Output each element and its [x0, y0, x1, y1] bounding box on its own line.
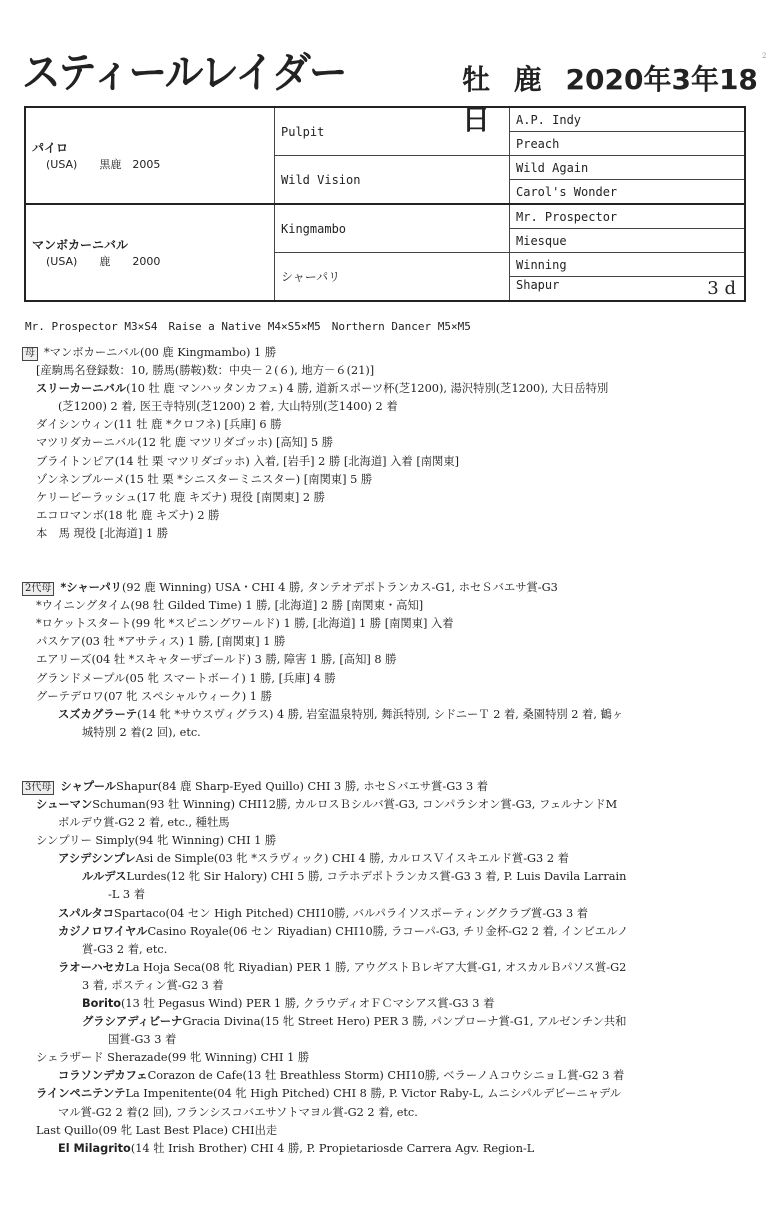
record-text: (14 牝 *サウスヴィグラス) 4 勝, 岩室温泉特別, 舞浜特別, シドニーＴ 2 着, 桑園特別 2 着, 鶴ヶ [137, 707, 624, 721]
record-line [22, 398, 762, 416]
dam-name: マンボカーニバル [32, 238, 129, 252]
horse-name-bold: スズカグラーテ [58, 707, 138, 721]
record-line [22, 850, 762, 868]
record-line [22, 706, 762, 724]
record-line [22, 416, 762, 434]
sire-cell [25, 107, 275, 204]
gs-5: Mr. Prospector [510, 204, 746, 229]
record-line [22, 814, 762, 832]
record-text: グーテデロワ(07 牝 スペシャルウィーク) 1 勝 [36, 689, 272, 703]
record-line [22, 1085, 762, 1103]
horse-name-bold: カジノロワイヤル [58, 924, 148, 938]
record-line [22, 1140, 762, 1158]
record-line [22, 633, 762, 651]
record-text: 本 馬 現役 [北海道] 1 勝 [36, 526, 169, 540]
record-line [22, 434, 762, 452]
record-text: Shapur(84 鹿 Sharp-Eyed Quillo) CHI 3 勝, ホセＳバエサ賞-G3 3 着 [116, 779, 489, 793]
record-text: ボルデウ賞-G2 2 着, etc., 種牡馬 [58, 816, 230, 830]
family-record [22, 344, 762, 1158]
section-gap [22, 760, 762, 778]
inbreeding-line: Mr. Prospector M3×S4 Raise a Native M4×S5×M5 Northern Dancer M5×M5 [25, 320, 471, 333]
record-line [22, 489, 762, 507]
record-line [22, 886, 762, 904]
corner-mark: 2 [762, 52, 767, 60]
record-text: ゾンネンブルーメ(15 牡 栗 *シニスターミニスター) [南関東] 5 勝 [36, 472, 373, 486]
record-text: La Impenitente(04 牝 High Pitched) CHI 8 勝, P. Victor Raby-L, ムニシパルデビーニャデル [125, 1087, 622, 1101]
horse-name-bold: El Milagrito [58, 1141, 131, 1155]
horse-name: スティールレイダー [22, 48, 346, 97]
record-text: ブライトンピア(14 牡 栗 マツリダゴッホ) 入着, [岩手] 2 勝 [北海道] 入着 [南関東] [36, 454, 460, 468]
dam-sire: Kingmambo [275, 204, 510, 253]
record-text: 国賞-G3 3 着 [108, 1033, 177, 1047]
record-line [22, 905, 762, 923]
record-text: *ロケットスタート(99 牝 *スピニングワールド) 1 勝, [北海道] 1 勝 [南関東] 入着 [36, 617, 454, 631]
gs-8-name: Shapur [516, 278, 560, 292]
record-line [22, 579, 762, 597]
record-line [22, 778, 762, 796]
gs-4: Carol's Wonder [510, 180, 746, 205]
record-text: Lurdes(12 牝 Sir Halory) CHI 5 勝, コテホデポトランカス賞-G3 3 着, P. Luis Davila Larrain [126, 870, 627, 884]
sire-name: パイロ [32, 141, 69, 155]
record-text: エコロマンボ(18 牝 鹿 キズナ) 2 勝 [36, 508, 220, 522]
record-line [22, 995, 762, 1013]
record-text: *マンボカーニバル(00 鹿 Kingmambo) 1 勝 [44, 346, 277, 359]
horse-name-bold: スパルタコ [58, 906, 115, 920]
record-text: 城特別 2 着(2 回), etc. [82, 725, 201, 739]
record-text: (芝1200) 2 着, 医王寺特別(芝1200) 2 着, 大山特別(芝1400) 2 着 [58, 400, 398, 414]
record-text: (13 牡 Pegasus Wind) PER 1 勝, クラウディオＦＣマシアス賞-G3 3 着 [120, 997, 495, 1010]
record-line [22, 796, 762, 814]
record-text: (10 牡 鹿 マンハッタンカフェ) 4 勝, 道新スポーツ杯(芝1200), 湯沢特別(芝1200), 大日岳特別 [126, 382, 609, 396]
horse-name-bold: シャプール [60, 779, 117, 793]
record-text: ダイシンウィン(11 牡 鹿 *クロフネ) [兵庫] 6 勝 [36, 418, 282, 432]
record-text: Corazon de Cafe(13 牡 Breathless Storm) CHI10勝, ベラーノＡコウシニョＬ賞-G2 3 着 [147, 1069, 625, 1083]
record-line [22, 525, 762, 543]
birth-date: 2020年3年18日 [462, 63, 758, 136]
sire-dam: Wild Vision [275, 156, 510, 205]
generation-tag: 3代母 [22, 781, 54, 795]
record-text: 3 着, ポスティン賞-G2 3 着 [82, 978, 224, 992]
record-text: マツリダカーニバル(12 牝 鹿 マツリダゴッホ) [高知] 5 勝 [36, 436, 334, 450]
record-line [22, 651, 762, 669]
horse-name-bold: グラシアディビーナ [82, 1015, 183, 1029]
record-line [22, 1122, 762, 1140]
record-text: -L 3 着 [108, 888, 145, 902]
gs-2: Preach [510, 132, 746, 156]
gs-1: A.P. Indy [510, 107, 746, 132]
record-text: シェラザード Sherazade(99 牝 Winning) CHI 1 勝 [36, 1051, 310, 1065]
generation-tag: 2代母 [22, 582, 54, 596]
sex: 牡 [462, 63, 491, 96]
record-line [22, 923, 762, 941]
horse-name-bold: シューマン [36, 797, 93, 811]
section-gap [22, 742, 762, 760]
record-line [22, 832, 762, 850]
record-line [22, 977, 762, 995]
section-gap [22, 543, 762, 561]
record-line [22, 941, 762, 959]
record-text: Last Quillo(09 牝 Last Best Place) CHI出走 [36, 1123, 278, 1137]
horse-name-bold: ラインペニテンテ [36, 1087, 126, 1101]
horse-name-bold: ラオーハセカ [58, 960, 126, 974]
horse-name-bold: ルルデス [82, 870, 127, 884]
dam-dam: シャーパリ [275, 253, 510, 302]
record-text: Gracia Divina(15 牝 Street Hero) PER 3 勝, パンプローナ賞-G1, アルゼンチン共和 [182, 1015, 627, 1029]
section-gap [22, 561, 762, 579]
record-line [22, 670, 762, 688]
gs-6: Miesque [510, 229, 746, 253]
record-text: Spartaco(04 セン High Pitched) CHI10勝, バルパライソスポーティングクラブ賞-G3 3 着 [114, 906, 589, 920]
record-line [22, 615, 762, 633]
record-text: マル賞-G2 2 着(2 回), フランシスコバエサソトマヨル賞-G2 2 着, etc. [58, 1105, 418, 1119]
record-line [22, 1049, 762, 1067]
record-line [22, 1013, 762, 1031]
record-line [22, 362, 762, 380]
record-text: ケリービーラッシュ(17 牝 鹿 キズナ) 現役 [南関東] 2 勝 [36, 490, 325, 504]
record-line [22, 597, 762, 615]
record-line [22, 1067, 762, 1085]
record-text: (14 牡 Irish Brother) CHI 4 勝, P. Propietariosde Carrera Agv. Region-L [130, 1141, 535, 1155]
horse-name-bold: コラソンデカフェ [58, 1069, 148, 1083]
record-line [22, 344, 762, 362]
horse-name-bold: スリーカーニバル [36, 382, 127, 396]
record-line [22, 1104, 762, 1122]
dam-info: (USA) 鹿 2000 [46, 255, 161, 268]
record-line [22, 380, 762, 398]
record-line [22, 507, 762, 525]
generation-tag: 母 [22, 347, 38, 361]
record-text: Casino Royale(06 セン Riyadian) CHI10勝, ラコーパ-G3, チリ金杯-G2 2 着, インビエルノ [147, 924, 629, 938]
horse-name-bold: アシデシンプレ [58, 852, 136, 866]
record-line [22, 724, 762, 742]
record-line [22, 1031, 762, 1049]
record-text: La Hoja Seca(08 牝 Riyadian) PER 1 勝, アウグストＢレギア大賞-G1, オスカルＢパソス賞-G2 [125, 960, 627, 974]
coat-color: 鹿 [513, 63, 542, 96]
gs-3: Wild Again [510, 156, 746, 180]
record-line [22, 868, 762, 886]
dam-cell [25, 204, 275, 301]
record-line [22, 471, 762, 489]
horse-name-bold: *シャーパリ [60, 581, 122, 595]
sire-info: (USA) 黒鹿 2005 [46, 158, 161, 171]
record-text: (92 鹿 Winning) USA・CHI 4 勝, タンテオデポトランカス-G1, ホセＳバエサ賞-G3 [121, 581, 558, 595]
sire-sire: Pulpit [275, 107, 510, 156]
record-text: パスケア(03 牡 *アサティス) 1 勝, [南関東] 1 勝 [36, 635, 286, 649]
gs-8 [510, 277, 746, 302]
record-line [22, 959, 762, 977]
record-text: Schuman(93 牡 Winning) CHI12勝, カルロスＢシルバ賞-G3, コンパラシオン賞-G3, フェルナンドM [92, 797, 618, 811]
record-line [22, 688, 762, 706]
record-line [22, 453, 762, 471]
family-number: 3 d [707, 278, 736, 299]
record-text: エアリーズ(04 牡 *スキャターザゴールド) 3 勝, 障害 1 勝, [高知] 8 勝 [36, 653, 397, 667]
record-text: シンプリー Simply(94 牝 Winning) CHI 1 勝 [36, 834, 277, 848]
record-text: Asi de Simple(03 牝 *スラヴィック) CHI 4 勝, カルロスＶイスキエルド賞-G3 2 着 [135, 852, 569, 866]
pedigree-table [24, 106, 746, 302]
gs-7: Winning [510, 253, 746, 277]
record-text: 賞-G3 2 着, etc. [82, 942, 168, 956]
horse-name-bold: Borito [82, 997, 121, 1010]
record-text: *ウイニングタイム(98 牡 Gilded Time) 1 勝, [北海道] 2 勝 [南関東・高知] [36, 599, 424, 613]
record-text: グランドメープル(05 牝 スマートボーイ) 1 勝, [兵庫] 4 勝 [36, 671, 336, 685]
record-text: [産駒馬名登録数：10, 勝馬(勝鞍)数：中央－２(６), 地方－６(21)] [36, 364, 375, 378]
